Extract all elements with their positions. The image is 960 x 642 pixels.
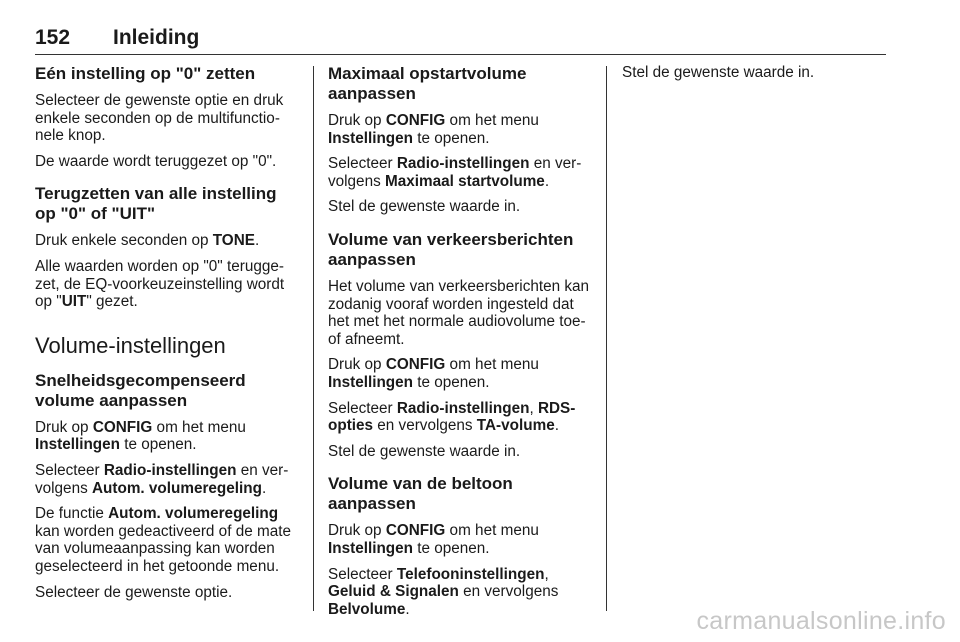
paragraph: Druk op CONFIG om het menu Instellingen te openen. [328, 356, 539, 391]
page-number: 152 [35, 26, 71, 49]
paragraph: Selecteer de gewenste optie en druk enkele seconden op de multifunctio- nele knop. [35, 92, 284, 145]
heading-ringtone-volume: Volume van de beltoon aanpassen [328, 474, 513, 514]
column-divider [313, 66, 314, 611]
watermark: carmanualsonline.info [696, 607, 946, 635]
section-title: Volume-instellingen [35, 332, 226, 358]
column-3 [622, 64, 886, 90]
paragraph: De functie Autom. volumeregeling kan worden gedeactiveerd of de mate van volumeaanpassing kan worden geselecteerd in het getoonde menu. [35, 505, 291, 575]
paragraph: Stel de gewenste waarde in. [328, 442, 521, 460]
paragraph: Selecteer Telefooninstellingen, Geluid & Signalen en vervolgens Belvolume. [328, 565, 559, 618]
paragraph: Druk op CONFIG om het menu Instellingen te openen. [328, 522, 539, 557]
heading-speed-volume: Snelheidsgecompenseerd volume aanpassen [35, 370, 246, 410]
paragraph: Alle waarden worden op "0" terugge- zet, de EQ-voorkeuzeinstelling wordt op "UIT" gezet. [35, 257, 285, 311]
page-header [35, 26, 886, 55]
paragraph: Druk op CONFIG om het menu Instellingen te openen. [328, 112, 539, 147]
column-divider [606, 66, 607, 611]
paragraph: Stel de gewenste waarde in. [328, 198, 521, 216]
heading-reset-one: Eén instelling op "0" zetten [35, 64, 256, 83]
key-tone: TONE [212, 232, 255, 250]
paragraph: Selecteer Radio-instellingen en ver- volgens Maximaal startvolume. [328, 155, 582, 190]
paragraph: Selecteer Radio-instellingen, RDS- opties en vervolgens TA-volume. [328, 399, 576, 435]
key-uit: UIT [61, 293, 87, 311]
column-1 [35, 64, 297, 609]
paragraph: Stel de gewenste waarde in. [622, 64, 815, 81]
heading-traffic-volume: Volume van verkeersberichten aanpassen [328, 229, 574, 269]
page-title: Inleiding [113, 26, 200, 49]
paragraph: Druk enkele seconden op TONE. [35, 232, 260, 250]
heading-max-startup-volume: Maximaal opstartvolume aanpassen [328, 64, 527, 103]
paragraph: De waarde wordt teruggezet op "0". [35, 152, 277, 170]
heading-reset-all: Terugzetten van alle instelling op "0" of "UIT" [35, 184, 277, 224]
paragraph: Druk op CONFIG om het menu Instellingen te openen. [35, 418, 246, 454]
column-2 [328, 64, 592, 626]
paragraph: Selecteer de gewenste optie. [35, 583, 233, 601]
paragraph: Het volume van verkeersberichten kan zodanig vooraf worden ingesteld dat het met het normale audiovolume toe- of afneemt. [328, 277, 590, 348]
paragraph: Selecteer Radio-instellingen en ver- volgens Autom. volumeregeling. [35, 461, 289, 497]
